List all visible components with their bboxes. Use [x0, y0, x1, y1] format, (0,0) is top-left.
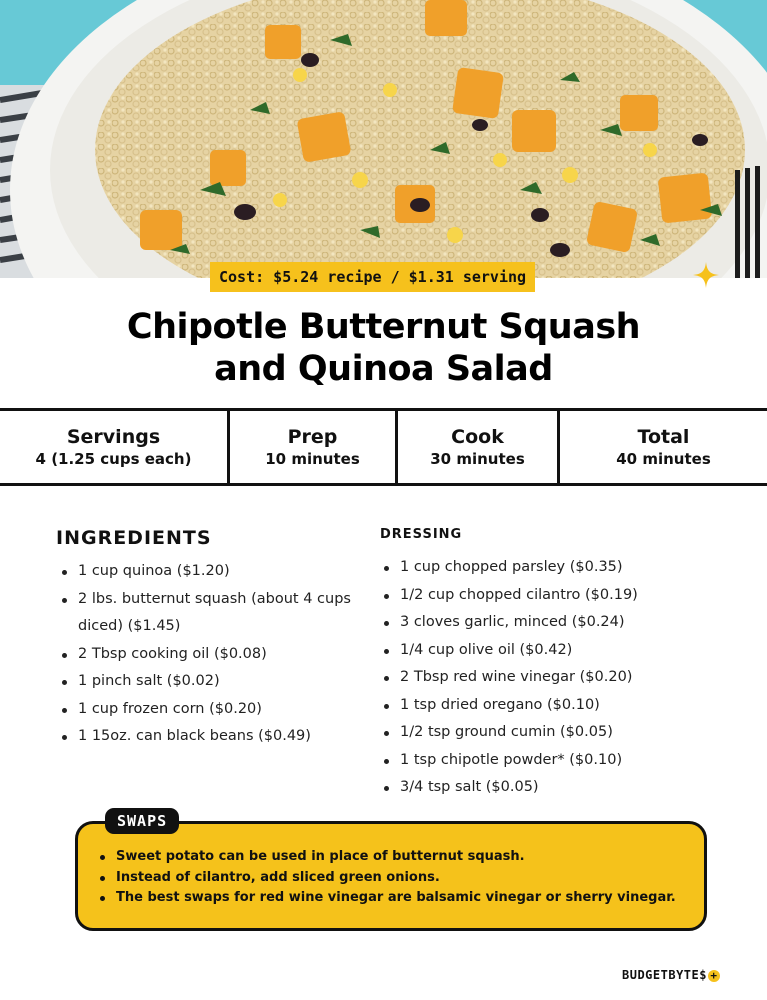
plus-icon: + — [708, 970, 720, 982]
recipe-stats-bar — [0, 408, 767, 486]
dressing-heading: DRESSING — [380, 527, 463, 542]
list-item: 2 Tbsp cooking oil ($0.08) — [60, 641, 360, 669]
list-item: 1 tsp dried oregano ($0.10) — [382, 692, 712, 720]
ingredients-heading: INGREDIENTS — [56, 527, 212, 549]
list-item: 1 cup quinoa ($1.20) — [60, 558, 360, 586]
list-item: The best swaps for red wine vinegar are balsamic vinegar or sherry vinegar. — [98, 888, 676, 909]
list-item: 1/2 tsp ground cumin ($0.05) — [382, 719, 712, 747]
recipe-title — [0, 306, 767, 390]
ingredients-list — [60, 558, 360, 751]
list-item: Sweet potato can be used in place of butternut squash. — [98, 847, 676, 868]
list-item: 2 lbs. butternut squash (about 4 cups diced) ($1.45) — [60, 586, 360, 641]
list-item: 1 tsp chipotle powder* ($0.10) — [382, 747, 712, 775]
list-item: 1/4 cup olive oil ($0.42) — [382, 637, 712, 665]
swaps-list — [98, 847, 676, 909]
sparkle-icon — [693, 262, 719, 288]
budget-bytes-logo — [622, 968, 720, 982]
title-line-2: and Quinoa Salad — [214, 349, 553, 389]
logo-text: BUDGETBYTE$ — [622, 968, 707, 982]
swaps-tag: SWAPS — [105, 808, 179, 834]
list-item: 1 cup frozen corn ($0.20) — [60, 696, 360, 724]
fork — [735, 166, 760, 278]
stat-label: Cook — [451, 426, 504, 448]
list-item: 3/4 tsp salt ($0.05) — [382, 774, 712, 802]
cost-badge: Cost: $5.24 recipe / $1.31 serving — [210, 262, 535, 292]
list-item: Instead of cilantro, add sliced green onions. — [98, 868, 676, 889]
salad-bowl-illustration — [0, 0, 767, 278]
title-line-1: Chipotle Butternut Squash — [126, 307, 641, 347]
stat-label: Servings — [66, 426, 161, 448]
stat-value: 10 minutes — [265, 450, 360, 468]
list-item: 1/2 cup chopped cilantro ($0.19) — [382, 582, 712, 610]
list-item: 3 cloves garlic, minced ($0.24) — [382, 609, 712, 637]
list-item: 1 15oz. can black beans ($0.49) — [60, 723, 360, 751]
hero-photo — [0, 0, 767, 278]
quinoa-mound — [95, 0, 745, 278]
stat-value: 4 (1.25 cups each) — [35, 450, 192, 468]
stat-cook — [398, 411, 560, 483]
stat-value: 30 minutes — [430, 450, 525, 468]
stat-prep — [230, 411, 398, 483]
stat-servings — [0, 411, 230, 483]
list-item: 2 Tbsp red wine vinegar ($0.20) — [382, 664, 712, 692]
stat-label: Total — [637, 426, 690, 448]
list-item: 1 cup chopped parsley ($0.35) — [382, 554, 712, 582]
stat-total — [560, 411, 767, 483]
list-item: 1 pinch salt ($0.02) — [60, 668, 360, 696]
stat-value: 40 minutes — [616, 450, 711, 468]
stat-label: Prep — [287, 426, 338, 448]
dressing-list — [382, 554, 712, 802]
